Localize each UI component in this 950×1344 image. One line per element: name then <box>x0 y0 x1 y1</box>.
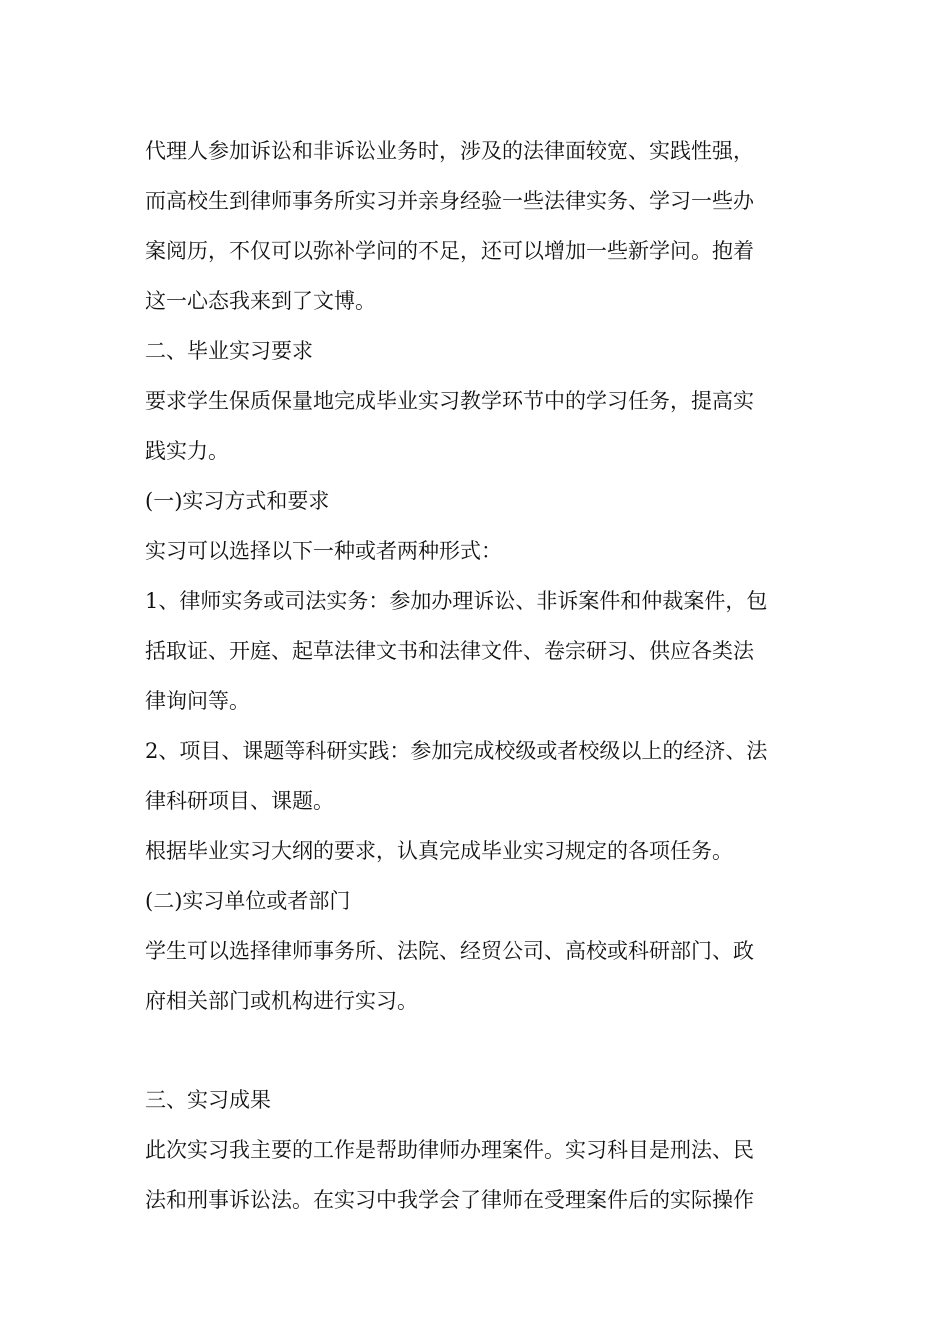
paragraph-line: 根据毕业实习大纲的要求，认真完成毕业实习规定的各项任务。 <box>145 839 733 863</box>
list-item-line: 律科研项目、课题。 <box>145 789 334 813</box>
paragraph-line: 案阅历，不仅可以弥补学问的不足，还可以增加一些新学问。抱着 <box>145 239 754 263</box>
list-item-line: 2、项目、课题等科研实践：参加完成校级或者校级以上的经济、法 <box>145 739 768 763</box>
list-item-line: 律询问等。 <box>145 689 250 713</box>
paragraph-line: 践实力。 <box>145 439 229 463</box>
paragraph-line: 而高校生到律师事务所实习并亲身经验一些法律实务、学习一些办 <box>145 189 754 213</box>
paragraph-line: 实习可以选择以下一种或者两种形式： <box>145 539 502 563</box>
list-item-line: 1、律师实务或司法实务：参加办理诉讼、非诉案件和仲裁案件，包 <box>145 589 768 613</box>
paragraph-line: 此次实习我主要的工作是帮助律师办理案件。实习科目是刑法、民 <box>145 1138 754 1162</box>
section-heading: 三、实习成果 <box>145 1088 271 1112</box>
subsection-heading: (二)实习单位或者部门 <box>145 889 351 913</box>
section-heading: 二、毕业实习要求 <box>145 339 313 363</box>
paragraph-line: 要求学生保质保量地完成毕业实习教学环节中的学习任务，提高实 <box>145 389 754 413</box>
paragraph-line: 这一心态我来到了文博。 <box>145 289 376 313</box>
subsection-heading: (一)实习方式和要求 <box>145 489 330 513</box>
paragraph-line: 学生可以选择律师事务所、法院、经贸公司、高校或科研部门、政 <box>145 939 754 963</box>
list-item-line: 括取证、开庭、起草法律文书和法律文件、卷宗研习、供应各类法 <box>145 639 754 663</box>
paragraph-line: 代理人参加诉讼和非诉讼业务时，涉及的法律面较宽、实践性强， <box>145 139 754 163</box>
paragraph-line: 府相关部门或机构进行实习。 <box>145 989 418 1013</box>
paragraph-line: 法和刑事诉讼法。在实习中我学会了律师在受理案件后的实际操作 <box>145 1188 754 1212</box>
